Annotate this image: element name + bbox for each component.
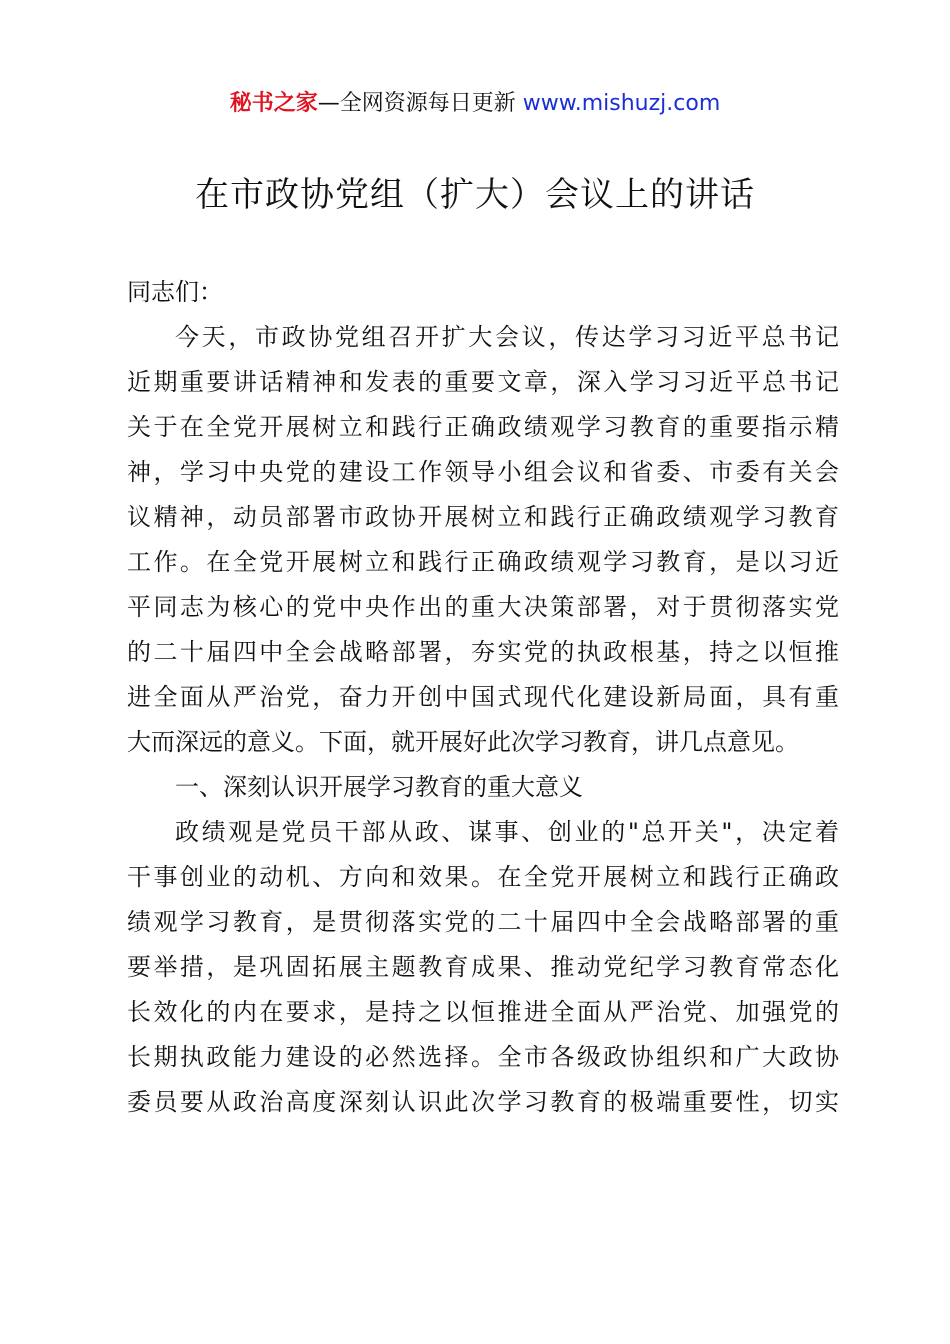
paragraph-line: 工作。在全党开展树立和践行正确政绩观学习教育，是以习近 (127, 548, 839, 576)
brand-name: 秘书之家 (229, 91, 318, 116)
paragraph-line: 神，学习中央党的建设工作领导小组会议和省委、市委有关会 (127, 458, 839, 486)
paragraph-line: 大而深远的意义。下面，就开展好此次学习教育，讲几点意见。 (127, 728, 799, 756)
document-body (127, 270, 839, 1125)
paragraph-line: 进全面从严治党，奋力开创中国式现代化建设新局面，具有重 (127, 683, 839, 711)
paragraph-line: 绩观学习教育，是贯彻落实党的二十届四中全会战略部署的重 (127, 908, 839, 936)
paragraph-line: 长效化的内在要求，是持之以恒推进全面从严治党、加强党的 (127, 998, 839, 1026)
site-header (0, 86, 950, 122)
paragraph-line: 议精神，动员部署市政协开展树立和践行正确政绩观学习教育 (127, 503, 839, 531)
paragraph-line: 干事创业的动机、方向和效果。在全党开展树立和践行正确政 (127, 863, 839, 891)
paragraph-line: 要举措，是巩固拓展主题教育成果、推动党纪学习教育常态化 (127, 953, 839, 981)
paragraph-line: 关于在全党开展树立和践行正确政绩观学习教育的重要指示精 (127, 413, 839, 441)
paragraph-intro (127, 315, 839, 765)
site-url-link[interactable]: www.mishuzj.com (522, 91, 721, 116)
paragraph-section-one (127, 810, 839, 1125)
paragraph-line: 长期执政能力建设的必然选择。全市各级政协组织和广大政协 (127, 1043, 839, 1071)
header-tagline: —全网资源每日更新 (317, 91, 516, 116)
paragraph-line: 委员要从政治高度深刻认识此次学习教育的极端重要性，切实 (127, 1088, 839, 1116)
paragraph-line: 近期重要讲话精神和发表的重要文章，深入学习习近平总书记 (127, 368, 839, 396)
paragraph-line: 的二十届四中全会战略部署，夯实党的执政根基，持之以恒推 (127, 638, 839, 666)
paragraph-line: 今天，市政协党组召开扩大会议，传达学习习近平总书记 (175, 323, 839, 351)
salutation: 同志们： (127, 278, 223, 306)
paragraph-line: 平同志为核心的党中央作出的重大决策部署，对于贯彻落实党 (127, 593, 839, 621)
paragraph-line: 政绩观是党员干部从政、谋事、创业的"总开关"，决定着 (175, 818, 839, 846)
document-title: 在市政协党组（扩大）会议上的讲话 (195, 175, 755, 215)
section-heading: 一、深刻认识开展学习教育的重大意义 (175, 773, 583, 801)
